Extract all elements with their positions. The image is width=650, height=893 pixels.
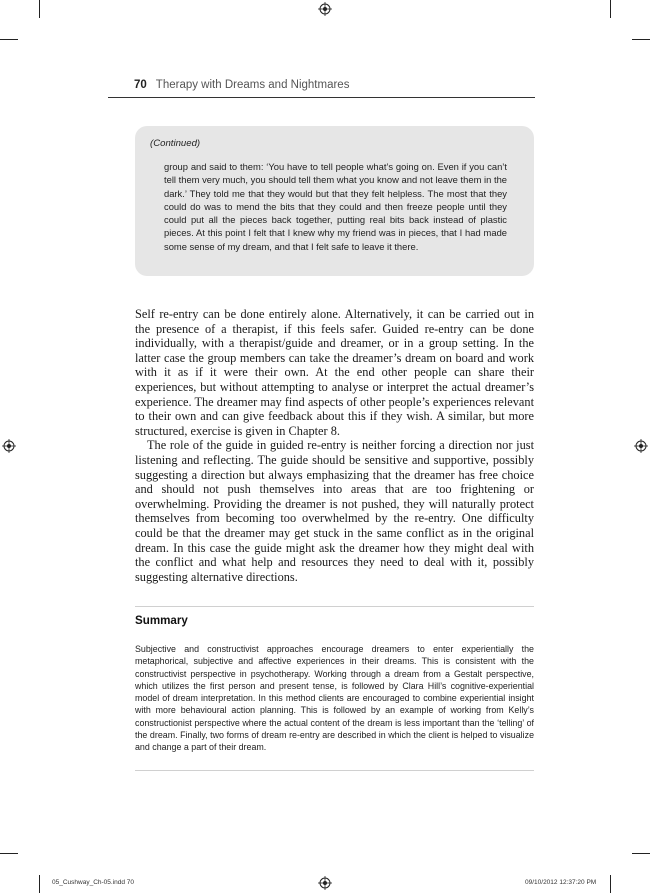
slug-file: 05_Cushway_Ch-05.indd 70 (52, 879, 135, 886)
crop-mark (610, 875, 611, 893)
registration-mark-icon (2, 439, 16, 453)
summary-top-rule (135, 606, 534, 607)
body-paragraph: Self re-entry can be done entirely alone. Alternatively, it can be carried out in the presence of a therapist, if this feels safer. Guided re-entry can be done individually, with a therapist/guide and dreamer, or in a group setting. In the latter case the group members can take the dreamer’s dream on board and work with it as if it were their own. At the end other people can share their experiences, but without attempting to analyse or interpret the actual dreamer’s experience. The dreamer may find aspects of other people’s experiences relevant to their own and can give feedback about this if they wish. A similar, but more structured, exercise is given in Chapter 8. (135, 307, 534, 438)
crop-mark (632, 853, 650, 854)
summary-text: Subjective and constructivist approaches encourage dreamers to enter experientially the metaphorical, subjective and affective experiences in their dreams. This is consistent with the constructivist perspective in psychotherapy. Working through a dream from a Gestalt perspective, which utilizes the first person and present tense, is followed by Clara Hill’s cognitive-experiential model of dream interpretation. In this method clients are encouraged to combine experiential insight with more behavioural action planning. This is followed by an example of working from Kelly’s constructionist perspective where the actual content of the dream is less important than the ‘telling’ of the dream. Finally, two forms of dream re-entry are described in which the client is helped to visualize and change a part of their dream. (135, 644, 534, 753)
page-number: 70 (134, 79, 147, 91)
registration-mark-icon (318, 876, 332, 890)
running-header (134, 79, 534, 91)
crop-mark (39, 0, 40, 18)
body-text (135, 307, 534, 584)
running-title: Therapy with Dreams and Nightmares (155, 79, 350, 91)
registration-mark-icon (634, 439, 648, 453)
crop-mark (0, 39, 18, 40)
crop-mark (0, 853, 18, 854)
case-quote: group and said to them: ‘You have to tell people what’s going on. Even if you can’t tell them very much, you should tell them what you know and not leave them in the dark.’ They told me that they would but that they felt helpless. The most that they could do was to mend the bits that they could and then freeze people until they could put all the pieces back together, putting real bits back instead of plastic pieces. At this point I felt that I knew why my friend was in pieces, that I had made some sense of my dream, and that I felt safe to leave it there. (164, 161, 507, 252)
crop-mark (632, 39, 650, 40)
continued-label: (Continued) (150, 138, 201, 149)
slug-datetime: 09/10/2012 12:37:20 PM (525, 879, 597, 886)
summary-heading: Summary (135, 614, 188, 627)
crop-mark (39, 875, 40, 893)
registration-mark-icon (318, 2, 332, 16)
summary-bottom-rule (135, 770, 534, 771)
header-rule (108, 97, 535, 98)
crop-mark (610, 0, 611, 18)
body-paragraph: The role of the guide in guided re-entry is neither forcing a direction nor just listening and reflecting. The guide should be sensitive and supportive, possibly suggesting a direction but always emphasizing that the dreamer has free choice and should not push themselves into areas that are too frightening or overwhelming. Providing the dreamer is not pushed, they will naturally protect themselves from becoming too overwhelmed by the re-entry. One difficulty could be that the dreamer may get stuck in the same conflict as in the original dream. In this case the guide might ask the dreamer how they might deal with the conflict and what help and resources they need to deal with it, possibly suggesting alternative directions. (135, 438, 534, 584)
continued-box (135, 126, 534, 276)
